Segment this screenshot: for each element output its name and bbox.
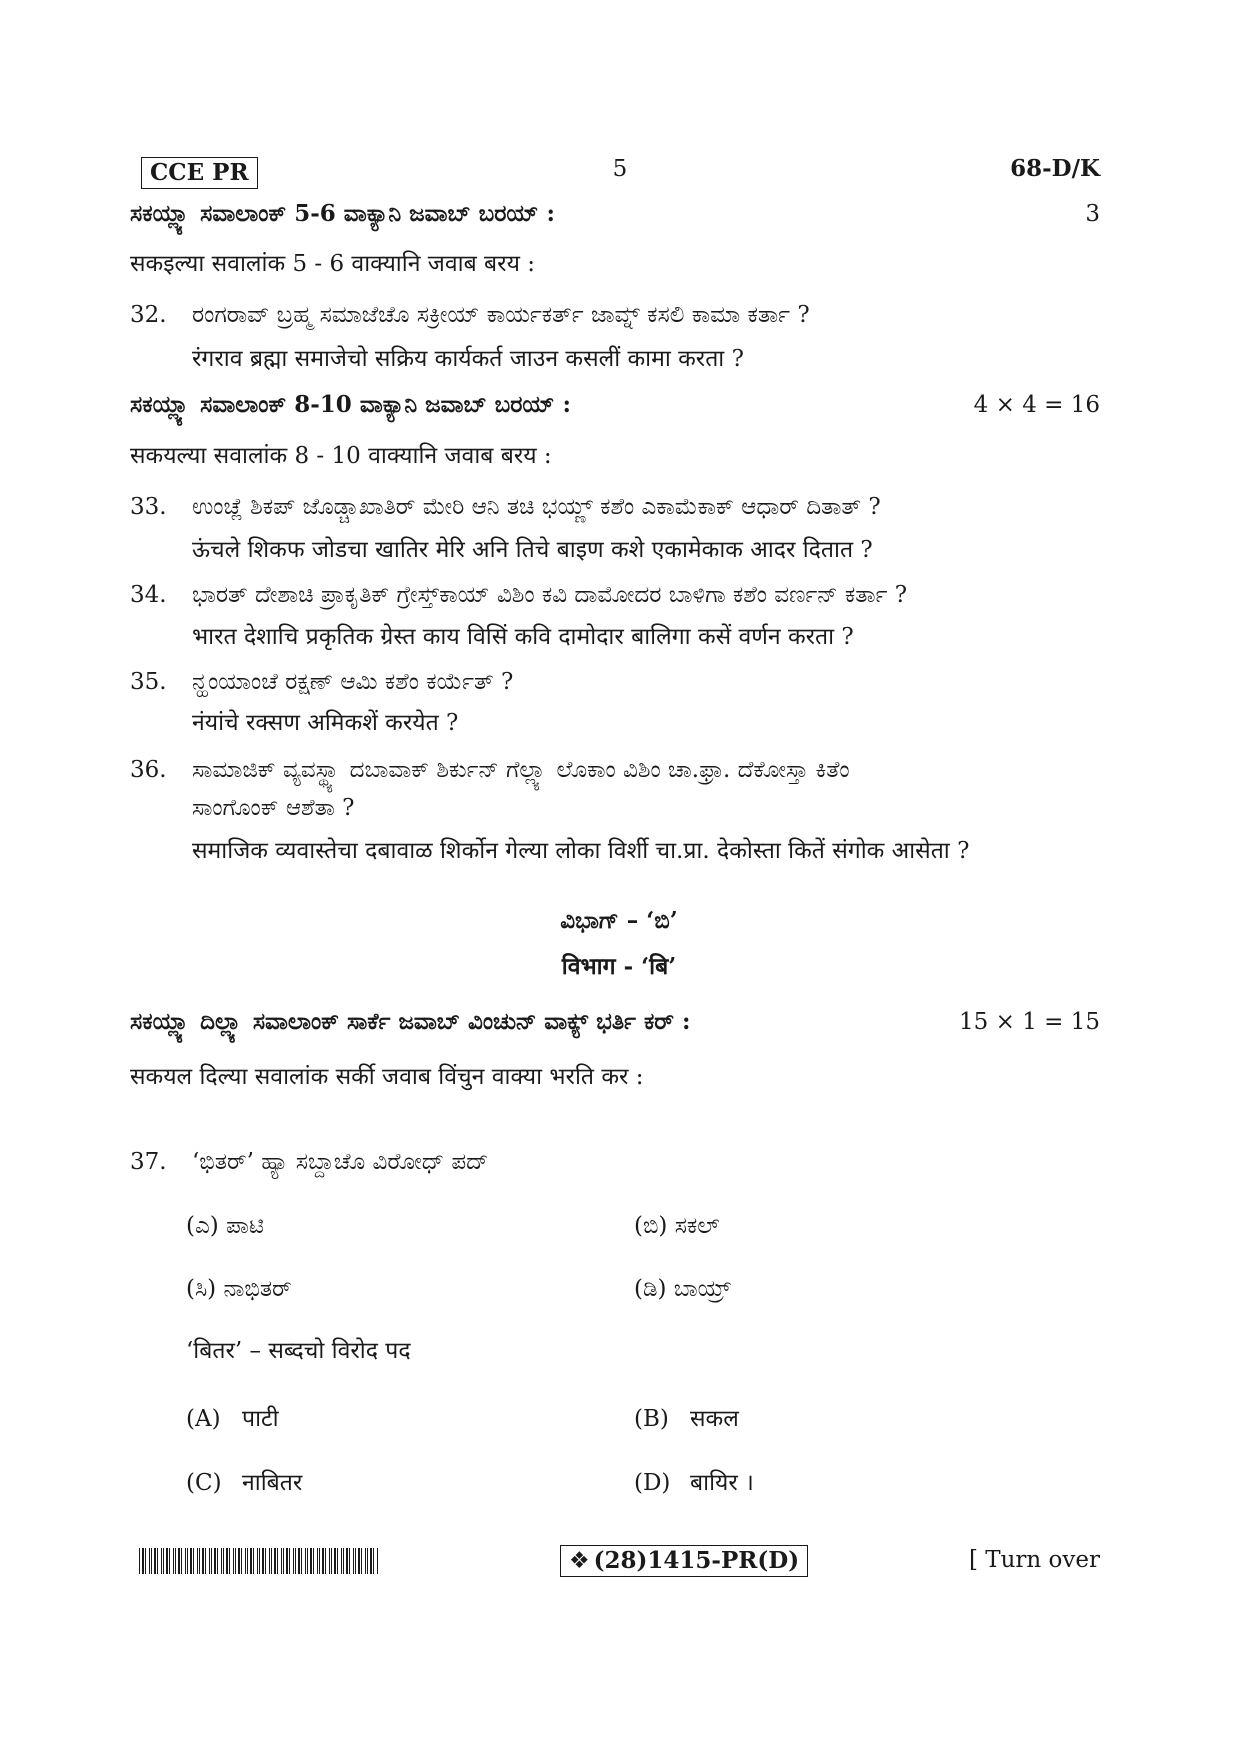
section-heading-kannada: ವಿಭಾಗ್ – ‘ಬಿ’ — [560, 907, 678, 934]
footer-code-box — [560, 1545, 808, 1577]
question-devanagari: ऊंचले शिकफ जोडचा खातिर मेरि अनि तिचे बाइण कशे एकामेकाक आदर दितात ? — [192, 537, 873, 563]
footer-code: (28)1415-PR(D) — [593, 1547, 800, 1574]
page-number: 5 — [612, 156, 628, 182]
option-c: नाबितर — [242, 1470, 303, 1496]
marks: 15 × 1 = 15 — [959, 1009, 1100, 1035]
question-devanagari: नंयांचे रक्सण अमिकशें करयेत ? — [192, 710, 459, 736]
question-devanagari: रंगराव ब्रह्मा समाजेचो सक्रिय कार्यकर्त जाउन कसलीं कामा करता ? — [192, 346, 744, 372]
instruction-devanagari: सकयल्या सवालांक 8 - 10 वाक्यानि जवाब बरय : — [130, 443, 552, 469]
option-kannada-a: (ಎ) ಪಾಟಿ — [186, 1213, 264, 1239]
option-d: बायिर । — [690, 1470, 754, 1496]
option-kannada-d: (ಡಿ) ಬಾಯ್ರ್ — [634, 1276, 731, 1302]
question-number: 36. — [130, 757, 167, 783]
option-a: पाटी — [242, 1406, 279, 1432]
instruction-devanagari: सकयल दिल्या सवालांक सर्की जवाब विंचुन वाक्या भरति कर : — [130, 1064, 644, 1090]
question-number: 32. — [130, 302, 167, 328]
paper-code-box: CCE PR — [141, 157, 258, 189]
turn-over-label: [ Turn over — [968, 1547, 1100, 1573]
option-label-c: (C) — [186, 1470, 222, 1496]
option-label-a: (A) — [186, 1406, 221, 1432]
instruction-kannada: ಸಕಯ್ಲ್ಯಾ ಸವಾಲಾಂಕ್ 8-10 ವಾಕ್ಯಾನಿ ಜವಾಬ್ ಬರಯ್ : — [130, 391, 571, 418]
option-kannada-c: (ಸಿ) ನಾಭಿತರ್ — [186, 1276, 292, 1302]
question-kannada: ನ್ಹಂಯಾಂಚೆ ರಕ್ಷಣ್ ಆಮಿ ಕಶೆಂ ಕರ್ಯೆತ್ ? — [192, 669, 514, 695]
barcode — [139, 1548, 379, 1574]
marks: 3 — [1085, 201, 1100, 227]
question-kannada: ‘ಭಿತರ್’ ಹ್ಯಾ ಸಬ್ದಾಚೊ ವಿರೋಧ್ ಪದ್ — [192, 1149, 489, 1175]
question-kannada: ಭಾರತ್ ದೇಶಾಚಿ ಪ್ರಾಕೃತಿಕ್ ಗ್ರೇಸ್ತ್‌ಕಾಯ್ ವಿಶಿಂ ಕವಿ ದಾಮೋದರ ಬಾಳಿಗಾ ಕಶೆಂ ವರ್ಣನ್ ಕರ್ತಾ ? — [192, 582, 908, 608]
question-kannada: ರಂಗರಾವ್ ಬ್ರಹ್ಮ ಸಮಾಜೆಚೊ ಸಕ್ರೀಯ್ ಕಾರ್ಯಕರ್ತ್ ಜಾವ್ನ್ ಕಸಲಿ ಕಾಮಾ ಕರ್ತಾ ? — [192, 302, 810, 328]
question-number: 35. — [130, 669, 167, 695]
option-kannada-b: (ಬಿ) ಸಕಲ್ — [634, 1213, 720, 1239]
paper-code-right: 68-D/K — [1010, 155, 1100, 182]
question-devanagari: समाजिक व्यवास्तेचा दबावाळ शिर्कोन गेल्या लोका विर्शी चा.प्रा. देकोस्ता कितें संगोक आसेता ? — [192, 838, 970, 864]
question-number: 33. — [130, 494, 167, 520]
question-kannada: ಸಾಮಾಜಿಕ್ ವ್ಯವಸ್ಥ್ಯಾ ದಬಾವಾಕ್ ಶಿರ್ಕುನ್ ಗೆಲ್ಲ್ಯಾ ಲೊಕಾಂ ವಿಶಿಂ ಚಾ.ಫ್ರಾ. ದೆಕೋಸ್ತಾ ಕಿತೆಂ — [192, 757, 850, 783]
instruction-kannada: ಸಕಯ್ಲ್ಯಾ ದಿಲ್ಲ್ಯಾ ಸವಾಲಾಂಕ್ ಸಾರ್ಕೆ ಜವಾಬ್ ವಿಂಚುನ್ ವಾಕ್ಯ್ ಭರ್ತಿ ಕರ್ : — [130, 1008, 691, 1035]
question-devanagari: ‘बितर’ – सब्दचो विरोद पद — [186, 1338, 411, 1364]
question-number: 34. — [130, 582, 167, 608]
question-devanagari: भारत देशाचि प्रकृतिक ग्रेस्त काय विसिं कवि दामोदार बालिगा कसें वर्णन करता ? — [192, 624, 854, 650]
question-kannada: ಉಂಚ್ಲೆ ಶಿಕಪ್ ಜೊಡ್ಚಾಖಾತಿರ್ ಮೇರಿ ಆನಿ ತಚಿ ಭಯ್ಣ್ ಕಶೆಂ ಎಕಾಮೆಕಾಕ್ ಆಧಾರ್ ದಿತಾತ್ ? — [192, 494, 881, 520]
section-heading-devanagari: विभाग - ‘बि’ — [561, 953, 677, 980]
option-b: सकल — [690, 1406, 739, 1432]
diamond-icon: ❖ — [569, 1548, 590, 1574]
question-kannada-continued: ಸಾಂಗೊಂಕ್ ಆಶೆತಾ ? — [192, 795, 355, 821]
option-label-b: (B) — [634, 1406, 669, 1432]
instruction-kannada: ಸಕಯ್ಲ್ಯಾ ಸವಾಲಾಂಕ್ 5-6 ವಾಕ್ಯಾನಿ ಜವಾಬ್ ಬರಯ್ : — [130, 200, 555, 227]
instruction-devanagari: सकइल्या सवालांक 5 - 6 वाक्यानि जवाब बरय : — [130, 251, 535, 277]
option-label-d: (D) — [634, 1470, 671, 1496]
marks: 4 × 4 = 16 — [973, 392, 1100, 418]
question-number: 37. — [130, 1149, 167, 1175]
